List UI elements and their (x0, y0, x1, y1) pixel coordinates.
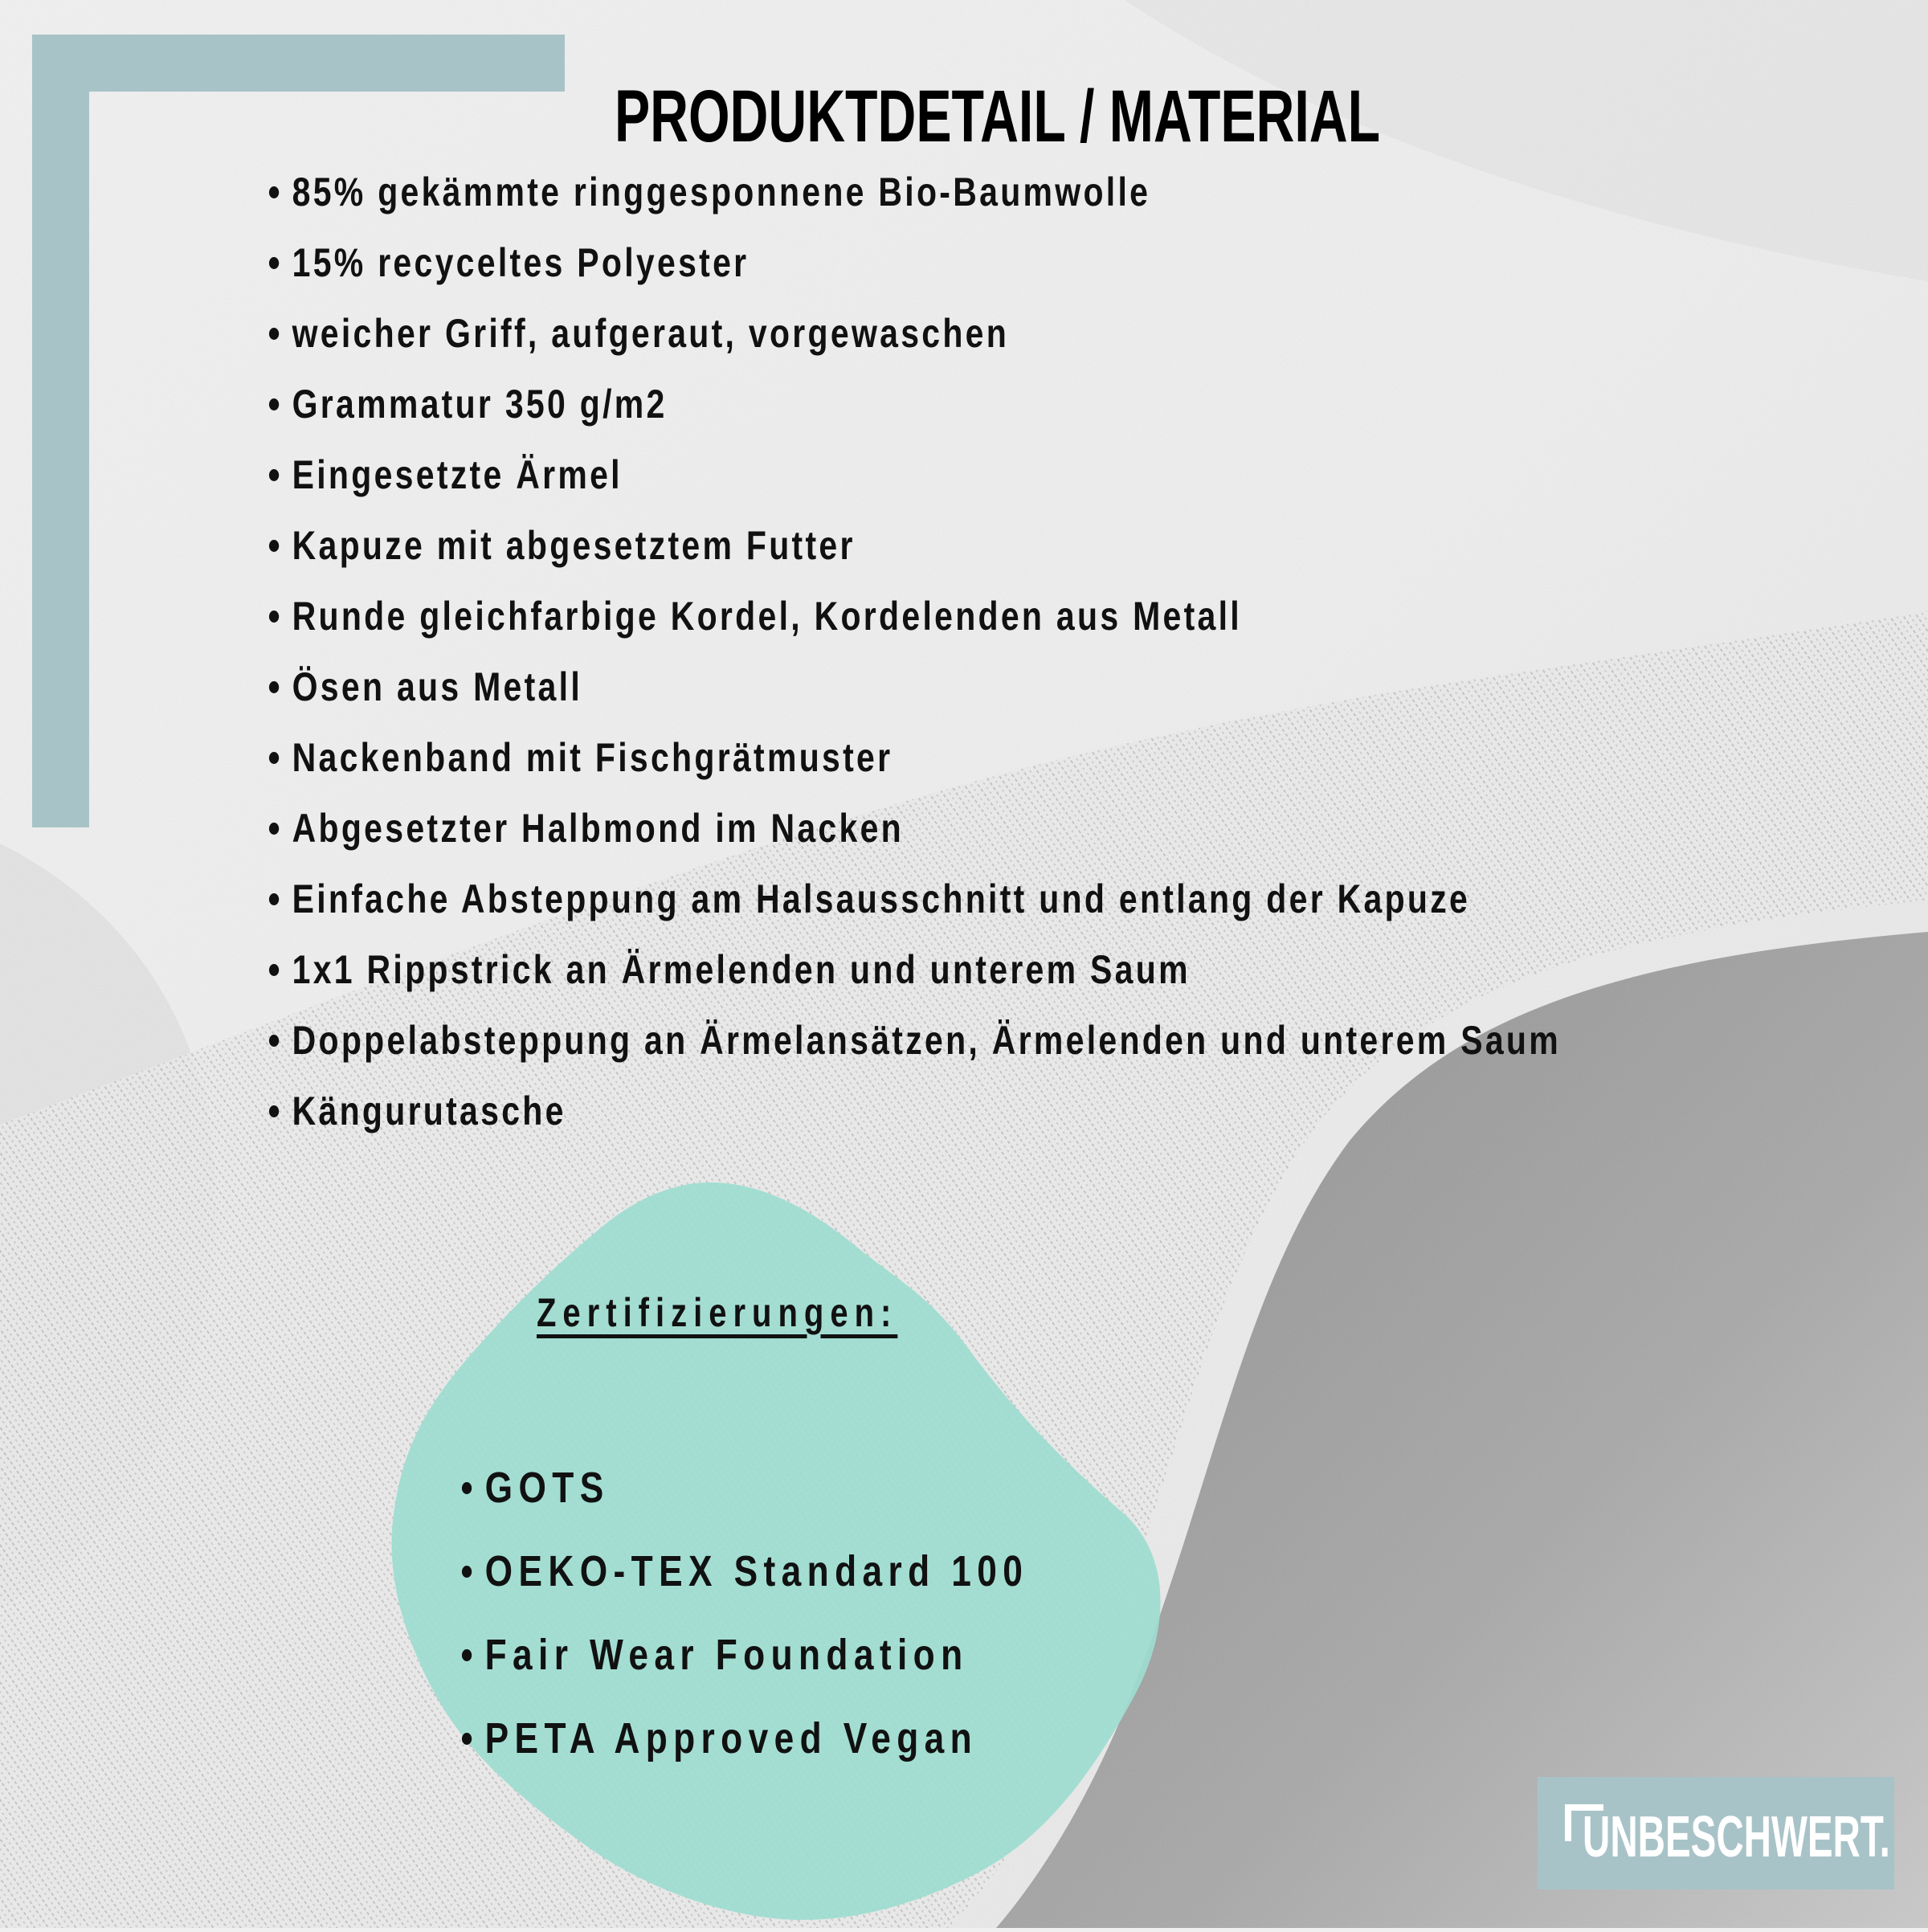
feature-text: 85% gekämmte ringgesponnene Bio-Baumwolle (292, 170, 1151, 214)
bullet-icon (269, 752, 279, 764)
feature-item (265, 157, 1561, 227)
certifications-heading: Zertifizierungen: (537, 1290, 898, 1335)
feature-item (265, 369, 1561, 439)
certification-text: Fair Wear Foundation (484, 1631, 969, 1679)
accent-corner-bar-vertical (32, 35, 89, 827)
feature-text: Einfache Absteppung am Halsausschnitt und entlang der Kapuze (292, 876, 1471, 921)
certification-item (458, 1530, 1028, 1613)
accent-corner-bar-horizontal (32, 35, 565, 92)
feature-text: Eingesetzte Ärmel (292, 452, 623, 497)
page-title: PRODUKTDETAIL / MATERIAL (615, 75, 1381, 157)
bullet-icon (269, 469, 279, 481)
feature-item (265, 651, 1561, 722)
feature-item (265, 793, 1561, 864)
bullet-icon (269, 257, 279, 269)
feature-text: 15% recyceltes Polyester (292, 240, 750, 285)
bullet-icon (269, 893, 279, 905)
feature-item (265, 864, 1561, 934)
bullet-icon (269, 1105, 279, 1117)
bullet-icon (462, 1649, 472, 1661)
bullet-icon (269, 611, 279, 623)
feature-text: Ösen aus Metall (292, 664, 582, 709)
bullet-icon (462, 1733, 472, 1745)
feature-item (265, 298, 1561, 369)
certification-item (458, 1613, 1028, 1697)
bullet-icon (269, 1035, 279, 1047)
feature-text: 1x1 Rippstrick an Ärmelenden und unterem Saum (292, 947, 1191, 992)
feature-text: Doppelabsteppung an Ärmelansätzen, Ärmelenden und unterem Saum (292, 1018, 1561, 1063)
certification-text: GOTS (484, 1464, 610, 1512)
certification-text: OEKO-TEX Standard 100 (484, 1547, 1029, 1595)
certification-text: PETA Approved Vegan (484, 1714, 978, 1762)
feature-item (265, 722, 1561, 793)
bullet-icon (269, 681, 279, 693)
feature-text: Grammatur 350 g/m2 (292, 382, 668, 427)
bullet-icon (269, 964, 279, 976)
feature-text: Runde gleichfarbige Kordel, Kordelenden aus Metall (292, 594, 1242, 639)
feature-item (265, 1076, 1561, 1146)
bullet-icon (269, 823, 279, 835)
certification-list (458, 1446, 1154, 1780)
feature-text: Kängurutasche (292, 1089, 566, 1133)
certification-item (458, 1446, 1028, 1530)
bullet-icon (462, 1566, 472, 1578)
feature-item (265, 1005, 1561, 1076)
material-feature-list (265, 157, 1845, 1146)
feature-text: Abgesetzter Halbmond im Nacken (292, 806, 905, 851)
feature-item (265, 439, 1561, 510)
feature-text: Kapuze mit abgesetztem Futter (292, 523, 856, 568)
bullet-icon (462, 1482, 472, 1494)
feature-item (265, 227, 1561, 298)
feature-item (265, 934, 1561, 1005)
brand-logo (1538, 1777, 1894, 1889)
feature-text: Nackenband mit Fischgrätmuster (292, 735, 893, 780)
feature-item (265, 581, 1561, 651)
certification-item (458, 1697, 1028, 1780)
bullet-icon (269, 328, 279, 340)
brand-logo-text: UNBESCHWERT. (1583, 1805, 1890, 1869)
feature-item (265, 510, 1561, 581)
bullet-icon (269, 186, 279, 198)
bullet-icon (269, 540, 279, 552)
feature-text: weicher Griff, aufgeraut, vorgewaschen (292, 311, 1010, 356)
bullet-icon (269, 398, 279, 410)
